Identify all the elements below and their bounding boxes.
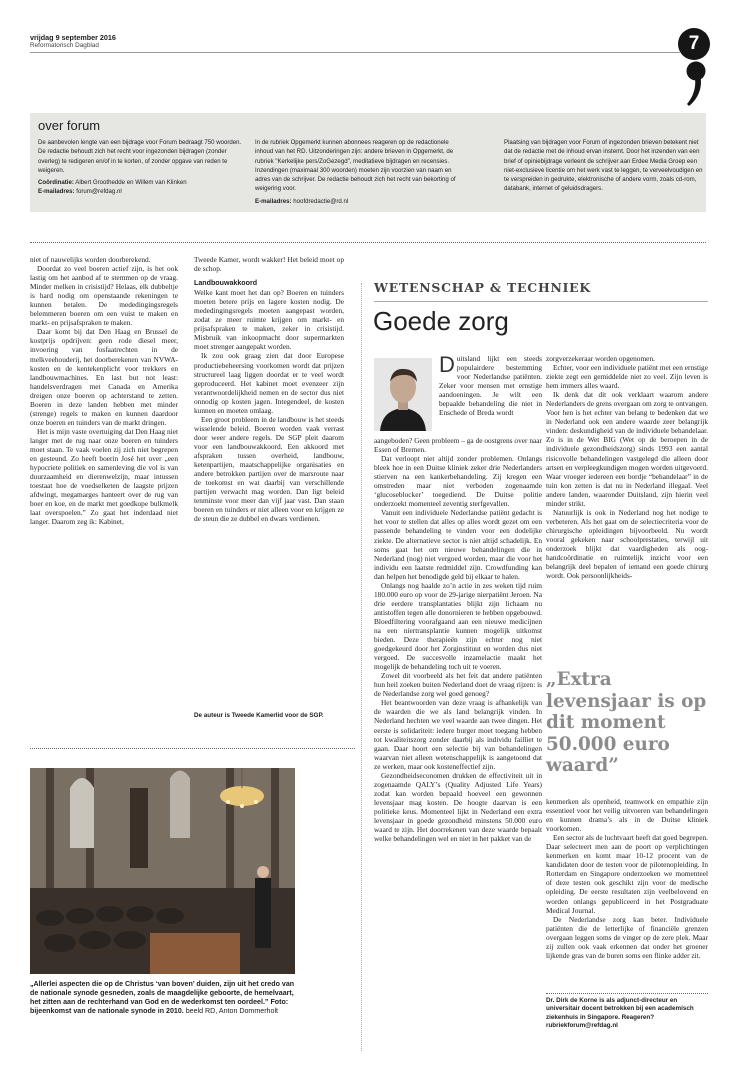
forum-info-column-2 [255,138,465,206]
lead-text: uitsland lijkt een steeds populairdere bestemming voor Nederlandse patiënten. Zeker voor mensen met ernstige aandoeningen. Je wilt een bepaalde behandeling die niet in Enschede of Breda wordt [439,354,542,418]
page-number: 7 [678,28,710,60]
section-rule [374,301,708,302]
right-article-column-1 [374,436,542,843]
section-label: WETENSCHAP & TECHNIEK [374,280,591,295]
drop-cap: D [439,352,455,377]
paragraph: Tweede Kamer, wordt wakker! Het beleid moet op de schop. [194,255,344,274]
paragraph: Een sector als de luchtvaart heeft dat goed begrepen. Daar selecteert men aan de poort op verplichtingen kenmerken en komt maar 10-12 procent van de kandidaten door de testen voor de pilotenopleiding. In Rotterdam en Singapore onderzoeken we momenteel of deze testen ook geschikt zijn voor de medische opleiding. De eerste resultaten zijn veelbelovend en worden onlangs gepubliceerd in het Postgraduate Medical Journal. [546,833,708,915]
paragraph: Onlangs nog haalde zo’n actie in zes weken tijd ruim 180.000 euro op voor de 29-jarige nierpatiënt Jeroen. Na drie eerdere transplantaties blijkt zijn lichaam nu antistoffen tegen alle donornieren te hebben opgebouwd. Bloedfiltering voorafgaand aan een nieuwe medicijnen na een niertransplantie kunnen mogelijk uitkomst bieden. Deze therapieën zijn echter nog niet goedgekeurd door het Zorginstituut en worden dus niet vergoed. De succesvolle inzamelactie maakt het mogelijk de behandeling toch uit te voeren. [374,580,542,672]
paragraph: Een groot probleem in de landbouw is het steeds wisselende beleid. Boeren worden vaak verrast door weer andere regels. De SGP pleit daarom voor een landbouwakkoord. Een akkoord met afspraken tussen overheid, landbouw, ketenpartijen, maatschappelijke organisaties en andere betrokken partijen over de marsroute naar de toekomst en wat daarbij van verschillende partijen verwacht mag worden. Dan ligt beleid tenminste voor meer dan vijf jaar vast. Dan staan boeren en tuinders er niet alleen voor en krijgen ze de steun die ze dubbel en dwars verdienen. [194,414,344,524]
photo-credit: beeld RD, Anton Dommerholt [185,1007,278,1016]
email-label: E-mailadres: [255,197,292,205]
paragraph: Echter, voor een individuele patiënt met een ernstige ziekte zegt een gemiddelde niet zo veel. Zijn leven is hem immers alles waard. [546,363,708,391]
paragraph: Daar komt bij dat Den Haag en Brussel de kostprijs opdrijven: geen rode diesel meer, invoering van fosfaatrechten in de melkveehouderij, het doorberekenen van NVWA-kosten en de kentekenplicht voor trekkers en landbouwmachines. En last but not least: handelsverdragen met Canada en Amerika dreigen onze boeren op achterstand te zetten. Boeren in deze landen hebben met minder (strenge) regels te maken en kunnen daardoor onze boeren en tuinders van de markt dringen. [30,327,178,427]
coordination-label: Coördinatie: [38,179,74,187]
paragraph: Het is mijn vaste overtuiging dat Den Haag niet langer met de rug naar onze boeren en tuinders moet staan. Te vaak voelen zij zich niet begrepen en gesteund. Zo heeft boerin José het over „een hypocriete politiek en samenleving die vol is van duurzaamheid en dierenwelzijn, maar intussen toestaat hoe de voedselketen de laagste prijzen afdwingt, megamarges hanteert over de rug van boer en koe, en de markt met goedkope bulkmelk laat overspoelen.” Zo gaat het inderdaad niet langer. Daarom zeg ik: Kabinet, [30,426,178,527]
issue-date: vrijdag 9 september 2016 [30,33,116,42]
paragraph: Welke kant moet het dan op? Boeren en tuinders moeten betere prijs en lagere kosten nodig. De mededingingsregels moeten aangepast worden, zodat ze meer ruimte krijgen om markt- en prijsafspraken te maken, zeker in crisistijd. Misbruik van inkoopmacht door supermarkten moet strenger aangepakt worden. [194,288,344,352]
author-note: De auteur is Tweede Kamerlid voor de SGP. [194,712,324,719]
forum-info-column-3 [504,138,704,194]
column-separator [361,283,362,1051]
paragraph: niet of nauwelijks worden doorberekend. [30,255,151,264]
paragraph: Dat verloopt niet altijd zonder problemen. Onlangs bleek hoe in een Duitse kliniek zeker drie Nederlanders stierven na een kankerbehandeling. Zij kregen een omstreden maar niet verboden zogenaamde ‘glucoseblocker’ toegediend. De Duitse politie onderzoekt momenteel zeventig sterfgevallen. [374,454,542,509]
section-divider [30,242,706,243]
forum-email-link[interactable]: forum@refdag.nl [76,188,122,196]
author-note: Dr. Dirk de Korne is als adjunct-directeur en universitair docent betrokken bij een academisch ziekenhuis in Singapore. Reageren? rubriekforum@refdag.nl [546,997,694,1030]
subheading: Landbouwakkoord [194,279,258,288]
comma-icon [686,60,706,108]
paragraph: Gezondheidseconomen drukken de effectiviteit uit in zogenaamde QALY’s (Quality Adjusted Life Years) zodat kan worden bepaald hoeveel een gewonnen levensjaar mag kosten. De hoogte daarvan is een politieke keus. Momenteel lijkt in Nederland een extra levensjaar in goede gezondheid minstens 50.000 euro waard te zijn. Het doorrekenen van deze waarde bepaalt welke behandelingen wel en niet in het pakket van de [374,770,542,844]
synod-photo [30,768,295,974]
email-label: E-mailadres: [38,188,75,196]
right-article-lead [439,354,542,417]
forum-text: In de rubriek Opgemerkt kunnen abonnees reageren op de redactionele inhoud van het RD. Uitzonderingen zijn: andere brieven in Opgemerkt, de rubriek "Kerkelijke pers/ZoGezegd", meditatieve bijdragen en recensies. Inzendingen (maximaal 300 woorden) moeten zijn voorzien van naam en adres van de schrijver. De redactie behoudt zich het recht van bekorting of weigering voor. [255,139,456,193]
section-divider [546,993,708,994]
paragraph: kenmerken als openheid, teamwork en empathie zijn essentieel voor het veilig uitvoeren van behandelingen en kunnen drama’s als in de Duitse kliniek voorkomen. [546,797,708,834]
author-portrait [374,358,432,431]
header-rule [30,52,680,53]
paragraph: Ik zou ook graag zien dat door Europese productiebeheersing voorkomen wordt dat prijzen structureel laag liggen doordat er te veel wordt geproduceerd. Het kabinet moet evenzeer zijn verantwoordelijkheid nemen en de sector dus niet onnodig op kosten jagen. Integendeel, de kosten kunnen en moeten omlaag. [194,351,344,415]
left-article-column-1 [30,255,178,526]
forum-info-column-1 [38,138,244,197]
right-article-column-3 [546,797,708,960]
paragraph: De Nederlandse zorg kan beter. Individuele patiënten die de letterlijke of financiële grenzen overgaan leggen soms de vinger op de zere plek. Maar zij zullen ook vaak erkennen dat onder het groener lijkende gras van de buren soms een flinke adder zit. [546,914,708,960]
editorial-email-link[interactable]: hoofdredactie@rd.nl [293,197,349,205]
paragraph: Doordat zo veel boeren actief zijn, is het ook lastig om het aanbod af te stemmen op de vraag. Minder melken in crisistijd? Helaas, elk dubbeltje is hard nodig om openstaande rekeningen te kunnen betalen. De mededingingsregels belemmeren boeren om een vuist te maken en markt- en prijsafspraken te maken. [30,264,178,328]
left-article-column-2 [194,255,344,523]
paragraph: aangeboden? Geen probleem – ga de oostgrens over naar Essen of Bremen. [374,436,542,455]
paragraph: Het beantwoorden van deze vraag is afhankelijk van de waarden die we als land belangrijk vinden. In Nederland hechten we veel waarde aan twee dingen. Het eerste is solidariteit: iedere burger moet toegang hebben tot kwaliteitszorg zonder daarbij als individu failliet te gaan. Daar hoort een selectie bij van behandelingen waarvan niet alleen wetenschappelijk is aangetoond dat ze werken, maar ook kosteneffectief zijn. [374,698,542,771]
paragraph: Ik denk dat dit ook verklaart waarom andere Nederlanders de grens overgaan om zorg te ontvangen. Voor hen is het echter van belang te bedenken dat we in Nederland ook een andere waarde zeer belangrijk vinden: deskundigheid van de individuele behandelaar. Zo is in de Wet BIG (Wet op de beroepen in de individuele gezondheidszorg) sinds 1993 een aantal risicovolle behandelingen vastgelegd die alleen door artsen en verpleegkundigen mogen worden uitgevoerd. Waar vroeger iedereen een bordje “behandelaar” in de tuin kon zetten is dat nu in Nederland illegaal. Veel andere landen, waaronder Duitsland, zijn hierin veel minder strikt. [546,390,708,508]
photo-caption [30,980,298,1016]
forum-text: De aanbevolen lengte van een bijdrage voor Forum bedraagt 750 woorden. De redactie behoudt zich het recht voor ingezonden bijdragen (zonder overleg) te redigeren en/of in te korten, of zonder opgave van reden te weigeren. [38,139,242,174]
right-article-column-2 [546,354,708,580]
forum-text: Plaatsing van bijdragen voor Forum of ingezonden brieven betekent niet dat de redactie met de inhoud ervan instemt. Door het inzenden van een brief of opiniebijdrage verleent de schrijver aan Erdee Media Groep een niet-exclusieve licentie om het werk vast te leggen, te verveelvoudigen en te verspreiden in gedrukte, elektronische of andere vorm, zoals cd-rom, databank, internet of geluidsdragers. [504,139,703,193]
coordination-value: Albert Groothedde en Willem van Klinken [75,179,187,187]
section-divider [30,748,355,749]
paragraph: Vanuit een individuele Nederlandse patiënt gedacht is het voor te stellen dat alles op alles wordt gezet om een passende behandeling te vinden voor een dodelijke ziekte. De alternatieve sector is niet altijd schadelijk. En soms gaat het om nieuwe behandelingen die in Nederland (nog) niet vergoed worden, maar die voor het individu een laatste redmiddel zijn. Crowdfunding kan dan helpen het benodigde geld bij elkaar te halen. [374,508,542,581]
newspaper-name: Reformatorisch Dagblad [30,42,99,49]
pull-quote: „Extra levensjaar is op dit moment 50.000 euro waard” [546,669,707,777]
paragraph: Natuurlijk is ook in Nederland nog het nodige te verbeteren. Als het gaat om de selectiecriteria voor de chirurgische opleidingen bijvoorbeeld. Nu wordt vooral gekeken naar schoolprestaties, terwijl uit onderzoek blijkt dat vaardigheden als oog-handcoördinatie en ruimtelijk inzicht voor een belangrijk deel bepalen of iemand een goede chirurg wordt. Ook persoonlijkheids- [546,507,708,581]
article-headline: Goede zorg [373,306,509,336]
paragraph: Zowel dit voorbeeld als het feit dat andere patiënten hun heil zoeken buiten Nederland doet de vraag rijzen: is de Nederlandse zorg wel goed genoeg? [374,671,542,699]
caption-text: „Allerlei aspecten die op de Christus ‘van boven’ duiden, zijn uit het credo van de nationale synode gesneden, zoals de maagdelijke geboorte, de hemelvaart, het zitten aan de rechterhand van God en de wederkomst ten oordeel.” Foto: bijeenkomst van de nationale synode in 2010. [30,980,295,1016]
forum-title: over forum [38,118,101,133]
paragraph: zorgverzekeraar worden opgenomen. [546,354,655,363]
